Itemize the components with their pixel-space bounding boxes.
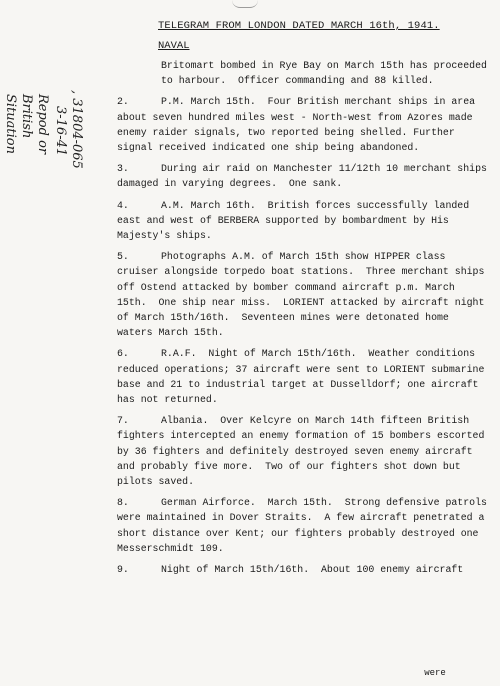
- paragraph-number: 7.: [117, 415, 129, 427]
- paragraph: [117, 346, 491, 407]
- telegram-heading: TELEGRAM FROM LONDON DATED MARCH 16th, 1941.: [158, 20, 440, 32]
- paragraph-text: Britomart bombed in Rye Bay on March 15th has proceeded to harbour. Officer commanding and 88 killed.: [161, 60, 493, 87]
- paragraph-number: 8.: [117, 497, 129, 509]
- paragraph-text: A.M. March 16th. British forces successfully landed east and west of BERBERA supported by bombardment by His Majesty's ships.: [117, 199, 476, 242]
- paragraph: [117, 495, 493, 556]
- paragraph-number: 3.: [117, 163, 129, 175]
- paragraph: [117, 249, 491, 340]
- seal-mark: [232, 0, 258, 8]
- paragraph: [117, 161, 493, 191]
- paragraph-number: 2.: [117, 96, 129, 108]
- margin-note-line: 3-16-41: [53, 106, 68, 157]
- paragraph: [117, 94, 487, 155]
- paragraph-text: Photographs A.M. of March 15th show HIPPER class cruiser alongside torpedo boat stations. Three merchant ships off Ostend attacked by bomber command aircraft p.m. March 15th. One ship near miss. LORIENT attacked by aircraft night of March 15th/16th. Seventeen mines were detonated home waters March 15th.: [117, 251, 491, 339]
- paragraph-number: 6.: [117, 348, 129, 360]
- catchword: were: [424, 668, 446, 678]
- paragraph: [117, 198, 487, 244]
- telegram-body: [117, 58, 493, 583]
- paragraph-text: German Airforce. March 15th. Strong defensive patrols were maintained in Dover Straits. A few aircraft penetrated a short distance over Kent; our fighters probably destroyed one Messerschmidt 109.: [117, 497, 493, 554]
- handwritten-margin-note: [3, 90, 94, 250]
- margin-note-line: , 31804-065: [69, 90, 84, 169]
- paragraph-text: Albania. Over Kelcyre on March 14th fifteen British fighters intercepted an enemy formation of 15 bombers escorted by 36 fighters and definitely destroyed seven enemy aircraft and probably five more. Two of our fighters shot down but pilots saved.: [117, 415, 491, 488]
- paragraph-text: Night of March 15th/16th. About 100 enemy aircraft: [161, 564, 464, 576]
- paragraph-text: R.A.F. Night of March 15th/16th. Weather conditions reduced operations; 37 aircraft were sent to LORIENT submarine base and 21 to industrial target at Dusselldorf; one aircraft has not returned.: [117, 348, 491, 406]
- paragraph: [117, 562, 487, 577]
- section-heading: NAVAL: [158, 40, 190, 52]
- paragraph-text: During air raid on Manchester 11/12th 10 merchant ships damaged in varying degrees. One sank.: [117, 163, 493, 190]
- paragraph-number: 4.: [117, 199, 129, 211]
- paragraph-text: P.M. March 15th. Four British merchant ships in area about seven hundred miles west - North-west from Azores made enemy raider signals, two reported being shelled. Further signal received indicated one ship being abandoned.: [117, 96, 482, 154]
- paragraph: [117, 58, 493, 88]
- margin-note-line: Situation: [3, 94, 18, 154]
- margin-note-line: British: [19, 94, 34, 139]
- paragraph-number: 9.: [117, 564, 129, 576]
- paragraph: [117, 413, 491, 489]
- paragraph-number: 5.: [117, 251, 129, 263]
- margin-note-line: Repod or: [35, 94, 50, 155]
